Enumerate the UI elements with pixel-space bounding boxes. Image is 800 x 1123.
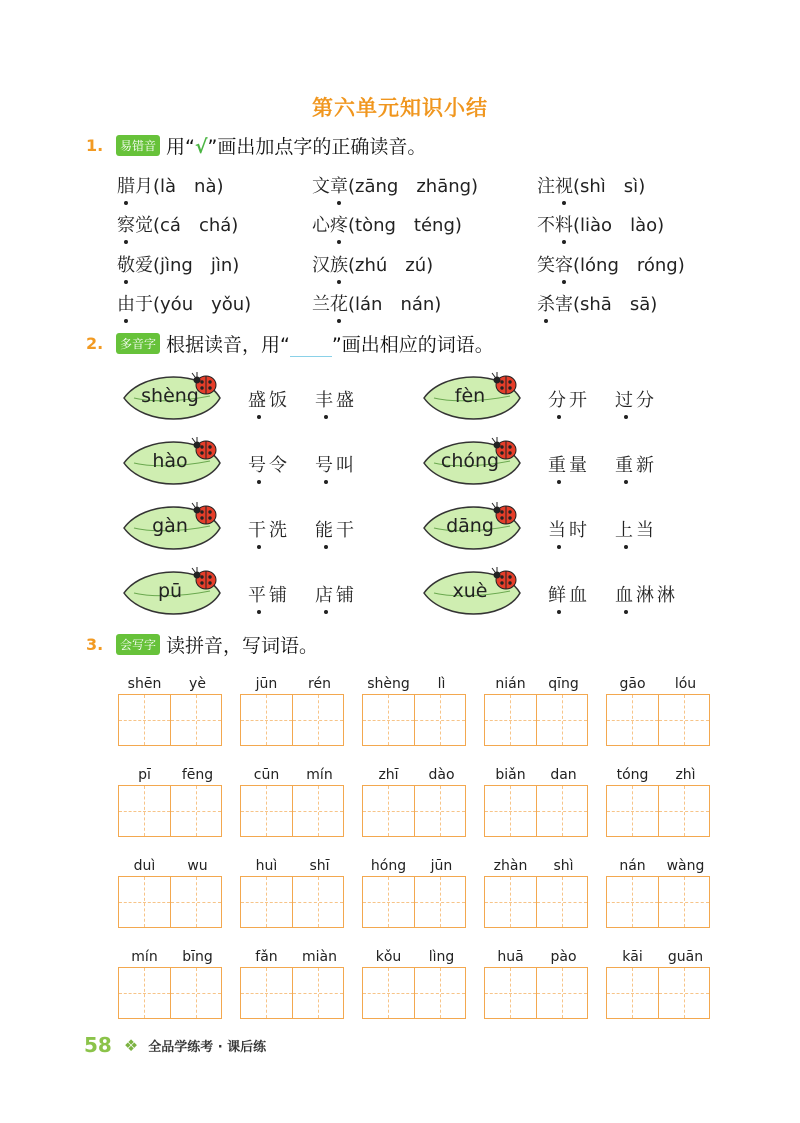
- pinyin-syllable: fēng: [181, 767, 214, 783]
- q3-badge: 会写字: [116, 634, 160, 655]
- leaf-pinyin-card: [120, 502, 220, 552]
- q1-row: [117, 290, 737, 318]
- writing-cell[interactable]: [171, 786, 222, 836]
- q1-number: 1.: [86, 135, 104, 155]
- word-char: 铺: [336, 585, 357, 606]
- q1-item: [312, 211, 462, 237]
- leaf-pinyin: gàn: [152, 515, 188, 537]
- writing-cell[interactable]: [607, 786, 659, 836]
- pinyin-options[interactable]: (shā sā): [573, 294, 658, 315]
- pinyin-syllable: zhì: [675, 767, 696, 783]
- dotted-char: 疼: [330, 211, 348, 237]
- pinyin-syllable: nián: [495, 676, 526, 692]
- writing-cell[interactable]: [241, 786, 293, 836]
- q1-row: [117, 251, 737, 279]
- q2-badge: 多音字: [116, 333, 160, 354]
- word-pinyin: [606, 858, 712, 876]
- pinyin-syllable: zhī: [378, 767, 399, 783]
- pinyin-syllable: gāo: [619, 676, 646, 692]
- word-char: 干: [336, 520, 357, 541]
- writing-box[interactable]: [362, 967, 466, 1019]
- word-pinyin: [606, 767, 712, 785]
- word-pinyin: [484, 949, 590, 967]
- candidate-word[interactable]: [615, 386, 657, 412]
- writing-cell[interactable]: [607, 695, 659, 745]
- word-char: 淋淋: [636, 585, 678, 606]
- writing-cell[interactable]: [241, 695, 293, 745]
- pinyin-syllable: fǎn: [255, 949, 278, 965]
- pinyin-syllable: lì: [437, 676, 446, 692]
- writing-box[interactable]: [484, 694, 588, 746]
- pinyin-options[interactable]: (zāng zhāng): [348, 176, 479, 197]
- candidate-word[interactable]: [248, 516, 290, 542]
- leaf-pinyin-card: [420, 372, 520, 422]
- writing-cell[interactable]: [171, 877, 222, 927]
- pinyin-syllable: nán: [619, 858, 646, 874]
- writing-cell[interactable]: [293, 877, 344, 927]
- word-pinyin: [240, 676, 346, 694]
- dotted-char: 过: [615, 386, 636, 412]
- dotted-char: 当: [548, 516, 569, 542]
- writing-cell[interactable]: [119, 695, 171, 745]
- pinyin-options[interactable]: (zhú zú): [348, 255, 434, 276]
- pinyin-syllable: dào: [428, 767, 455, 783]
- word-char: 铺: [269, 585, 290, 606]
- word-char: 新: [636, 455, 657, 476]
- dotted-char: 重: [548, 451, 569, 477]
- writing-cell[interactable]: [659, 786, 710, 836]
- q1-item: [537, 290, 657, 316]
- word-char: 文: [312, 176, 330, 197]
- writing-box[interactable]: [484, 967, 588, 1019]
- q1-item: [117, 211, 238, 237]
- word-pinyin: [240, 858, 346, 876]
- dotted-char: 料: [555, 211, 573, 237]
- word-char: 量: [569, 455, 590, 476]
- word-pinyin: [118, 767, 224, 785]
- word-char: 分: [636, 390, 657, 411]
- leaf-pinyin: fèn: [454, 385, 486, 407]
- dotted-char: 分: [548, 386, 569, 412]
- pinyin-syllable: jūn: [255, 676, 278, 692]
- diamond-icon: ❖: [123, 1035, 139, 1055]
- dotted-char: 丰: [315, 386, 336, 412]
- pinyin-options[interactable]: (lóng róng): [573, 255, 685, 276]
- q1-text-after: ”画出加点字的正确读音。: [207, 135, 427, 158]
- writing-box[interactable]: [606, 694, 710, 746]
- pinyin-syllable: miàn: [302, 949, 337, 965]
- dotted-char: 号: [315, 451, 336, 477]
- writing-cell[interactable]: [119, 877, 171, 927]
- pinyin-syllable: cūn: [253, 767, 280, 783]
- pinyin-syllable: huā: [497, 949, 524, 965]
- writing-box[interactable]: [362, 876, 466, 928]
- pinyin-syllable: kāi: [622, 949, 643, 965]
- writing-box[interactable]: [362, 694, 466, 746]
- q1-text-before: 用“: [166, 135, 195, 158]
- writing-cell[interactable]: [415, 877, 466, 927]
- word-pinyin: [118, 858, 224, 876]
- candidate-word[interactable]: [548, 581, 590, 607]
- pinyin-syllable: pào: [550, 949, 577, 965]
- pinyin-syllable: shèng: [367, 676, 410, 692]
- pinyin-syllable: pī: [138, 767, 151, 783]
- leaf-pinyin: xuè: [452, 580, 488, 602]
- word-char: 盛: [336, 390, 357, 411]
- pinyin-syllable: shī: [309, 858, 330, 874]
- dotted-char: 干: [248, 516, 269, 542]
- word-char: 兰: [312, 294, 330, 315]
- candidate-word[interactable]: [315, 386, 357, 412]
- pinyin-syllable: yè: [189, 676, 206, 692]
- writing-box[interactable]: [484, 876, 588, 928]
- q1-header: [86, 132, 426, 158]
- pinyin-syllable: jūn: [430, 858, 453, 874]
- candidate-word[interactable]: [615, 516, 657, 542]
- pinyin-syllable: zhàn: [493, 858, 528, 874]
- word-pinyin: [606, 949, 712, 967]
- dotted-char: 族: [330, 251, 348, 277]
- writing-cell[interactable]: [537, 968, 588, 1018]
- dotted-char: 敬: [117, 251, 135, 277]
- writing-cell[interactable]: [293, 786, 344, 836]
- pinyin-syllable: bīng: [182, 949, 213, 965]
- pinyin-syllable: lóu: [674, 676, 697, 692]
- dotted-char: 平: [248, 581, 269, 607]
- leaf-pinyin-card: [120, 567, 220, 617]
- word-char: 爱: [135, 255, 153, 276]
- leaf-pinyin: chóng: [440, 450, 500, 472]
- leaf-pinyin-card: [120, 437, 220, 487]
- writing-box[interactable]: [118, 876, 222, 928]
- pinyin-syllable: qīng: [548, 676, 579, 692]
- q1-item: [117, 251, 239, 277]
- pinyin-syllable: mín: [306, 767, 333, 783]
- pinyin-syllable: duì: [133, 858, 156, 874]
- word-pinyin: [606, 676, 712, 694]
- word-char: 当: [636, 520, 657, 541]
- word-pinyin: [484, 767, 590, 785]
- word-char: 于: [135, 294, 153, 315]
- word-char: 叫: [336, 455, 357, 476]
- dotted-char: 花: [330, 290, 348, 316]
- writing-box[interactable]: [118, 694, 222, 746]
- candidate-word[interactable]: [315, 581, 357, 607]
- word-char: 害: [555, 294, 573, 315]
- word-char: 觉: [135, 215, 153, 236]
- writing-cell[interactable]: [659, 695, 710, 745]
- pinyin-syllable: guān: [667, 949, 704, 965]
- word-pinyin: [362, 767, 468, 785]
- writing-cell[interactable]: [415, 786, 466, 836]
- page-number: 58: [84, 1033, 112, 1057]
- word-pinyin: [362, 858, 468, 876]
- writing-cell[interactable]: [171, 968, 222, 1018]
- pinyin-options[interactable]: (shì sì): [573, 176, 646, 197]
- leaf-pinyin: pū: [157, 580, 183, 602]
- leaf-pinyin: shèng: [141, 385, 199, 407]
- writing-box[interactable]: [240, 785, 344, 837]
- writing-cell[interactable]: [119, 786, 171, 836]
- writing-cell[interactable]: [537, 786, 588, 836]
- writing-cell[interactable]: [485, 695, 537, 745]
- q1-row: [117, 172, 737, 200]
- pinyin-syllable: mín: [131, 949, 158, 965]
- writing-cell[interactable]: [363, 968, 415, 1018]
- q3-instruction: 读拼音，写词语。: [166, 634, 319, 657]
- pinyin-syllable: dan: [550, 767, 577, 783]
- pinyin-syllable: shēn: [127, 676, 162, 692]
- word-pinyin: [484, 676, 590, 694]
- pinyin-syllable: kǒu: [375, 949, 402, 965]
- writing-box[interactable]: [606, 785, 710, 837]
- dotted-char: 重: [615, 451, 636, 477]
- q1-item: [537, 211, 664, 237]
- footer-text: 全品学练考 · 课后练: [148, 1039, 267, 1055]
- q1-item: [312, 251, 433, 277]
- writing-cell[interactable]: [363, 695, 415, 745]
- dotted-char: 章: [330, 172, 348, 198]
- writing-cell[interactable]: [537, 877, 588, 927]
- dotted-char: 视: [555, 172, 573, 198]
- q1-item: [537, 172, 645, 198]
- dotted-char: 盛: [248, 386, 269, 412]
- page-title: 第六单元知识小结: [312, 96, 488, 120]
- writing-cell[interactable]: [607, 877, 659, 927]
- pinyin-syllable: wu: [187, 858, 208, 874]
- dotted-char: 容: [555, 251, 573, 277]
- writing-cell[interactable]: [171, 695, 222, 745]
- word-pinyin: [240, 949, 346, 967]
- word-char: 洗: [269, 520, 290, 541]
- word-pinyin: [240, 767, 346, 785]
- q1-item: [537, 251, 685, 277]
- leaf-pinyin: hào: [152, 450, 188, 472]
- writing-cell[interactable]: [293, 968, 344, 1018]
- word-char: 血: [569, 585, 590, 606]
- candidate-word[interactable]: [548, 516, 590, 542]
- dotted-char: 号: [248, 451, 269, 477]
- q1-item: [312, 290, 441, 316]
- writing-box[interactable]: [118, 967, 222, 1019]
- writing-box[interactable]: [362, 785, 466, 837]
- q1-item: [117, 172, 224, 198]
- word-char: 时: [569, 520, 590, 541]
- writing-cell[interactable]: [485, 877, 537, 927]
- pinyin-options[interactable]: (jìng jìn): [153, 255, 240, 276]
- dotted-char: 察: [117, 211, 135, 237]
- q2-text-after: ”画出相应的词语。: [331, 333, 494, 356]
- leaf-pinyin: dāng: [446, 515, 494, 537]
- word-char: 笑: [537, 255, 555, 276]
- pinyin-syllable: rén: [308, 676, 331, 692]
- word-char: 饭: [269, 390, 290, 411]
- writing-cell[interactable]: [485, 786, 537, 836]
- q1-item: [312, 172, 478, 198]
- pinyin-options[interactable]: (cá chá): [153, 215, 239, 236]
- dotted-char: 店: [315, 581, 336, 607]
- dotted-char: 上: [615, 516, 636, 542]
- footer: [84, 1033, 266, 1057]
- q1-item: [117, 290, 251, 316]
- writing-box[interactable]: [606, 967, 710, 1019]
- word-char: 注: [537, 176, 555, 197]
- q2-header: [86, 330, 494, 356]
- pinyin-options[interactable]: (tòng téng): [348, 215, 462, 236]
- word-char: 不: [537, 215, 555, 236]
- dotted-char: 血: [615, 581, 636, 607]
- word-char: 心: [312, 215, 330, 236]
- pinyin-syllable: lìng: [428, 949, 455, 965]
- writing-box[interactable]: [606, 876, 710, 928]
- q2-text-before: 根据读音，用“: [166, 333, 290, 356]
- candidate-word[interactable]: [248, 451, 290, 477]
- q1-badge: 易错音: [116, 135, 160, 156]
- pinyin-options[interactable]: (lán nán): [348, 294, 442, 315]
- q2-number: 2.: [86, 333, 104, 353]
- writing-box[interactable]: [240, 967, 344, 1019]
- writing-box[interactable]: [240, 694, 344, 746]
- pinyin-syllable: hóng: [370, 858, 407, 874]
- dotted-char: 杀: [537, 290, 555, 316]
- leaf-pinyin-card: [120, 372, 220, 422]
- dotted-char: 由: [117, 290, 135, 316]
- leaf-pinyin-card: [420, 567, 520, 617]
- writing-box[interactable]: [240, 876, 344, 928]
- dotted-char: 能: [315, 516, 336, 542]
- writing-cell[interactable]: [293, 695, 344, 745]
- underline-sample-icon: [290, 340, 332, 357]
- q1-row: [117, 211, 737, 239]
- candidate-word[interactable]: [615, 451, 657, 477]
- writing-box[interactable]: [484, 785, 588, 837]
- pinyin-options[interactable]: (yóu yǒu): [153, 294, 252, 315]
- q1-instruction: [166, 132, 426, 159]
- word-pinyin: [118, 676, 224, 694]
- writing-cell[interactable]: [363, 786, 415, 836]
- word-char: 开: [569, 390, 590, 411]
- candidate-word[interactable]: [248, 386, 290, 412]
- leaf-pinyin-card: [420, 437, 520, 487]
- pinyin-syllable: wàng: [666, 858, 705, 874]
- check-mark-icon: √: [194, 135, 208, 158]
- candidate-word[interactable]: [548, 386, 590, 412]
- word-char: 月: [135, 176, 153, 197]
- candidate-word[interactable]: [548, 451, 590, 477]
- writing-cell[interactable]: [659, 968, 710, 1018]
- q3-number: 3.: [86, 634, 104, 654]
- writing-cell[interactable]: [363, 877, 415, 927]
- pinyin-syllable: huì: [255, 858, 278, 874]
- q2-instruction: [166, 330, 494, 357]
- word-char: 汉: [312, 255, 330, 276]
- writing-cell[interactable]: [659, 877, 710, 927]
- pinyin-syllable: biǎn: [495, 767, 526, 783]
- writing-cell[interactable]: [607, 968, 659, 1018]
- writing-cell[interactable]: [537, 695, 588, 745]
- q3-header: [86, 631, 318, 657]
- writing-cell[interactable]: [415, 968, 466, 1018]
- word-pinyin: [484, 858, 590, 876]
- word-pinyin: [362, 676, 468, 694]
- candidate-word[interactable]: [315, 516, 357, 542]
- writing-box[interactable]: [118, 785, 222, 837]
- writing-cell[interactable]: [119, 968, 171, 1018]
- pinyin-syllable: tóng: [616, 767, 649, 783]
- word-pinyin: [118, 949, 224, 967]
- dotted-char: 鲜: [548, 581, 569, 607]
- writing-cell[interactable]: [241, 877, 293, 927]
- candidate-word[interactable]: [615, 581, 678, 607]
- writing-cell[interactable]: [415, 695, 466, 745]
- pinyin-syllable: shì: [553, 858, 574, 874]
- writing-cell[interactable]: [241, 968, 293, 1018]
- candidate-word[interactable]: [248, 581, 290, 607]
- word-char: 令: [269, 455, 290, 476]
- dotted-char: 腊: [117, 172, 135, 198]
- leaf-pinyin-card: [420, 502, 520, 552]
- word-pinyin: [362, 949, 468, 967]
- candidate-word[interactable]: [315, 451, 357, 477]
- pinyin-options[interactable]: (liào lào): [573, 215, 665, 236]
- writing-cell[interactable]: [485, 968, 537, 1018]
- pinyin-options[interactable]: (là nà): [153, 176, 224, 197]
